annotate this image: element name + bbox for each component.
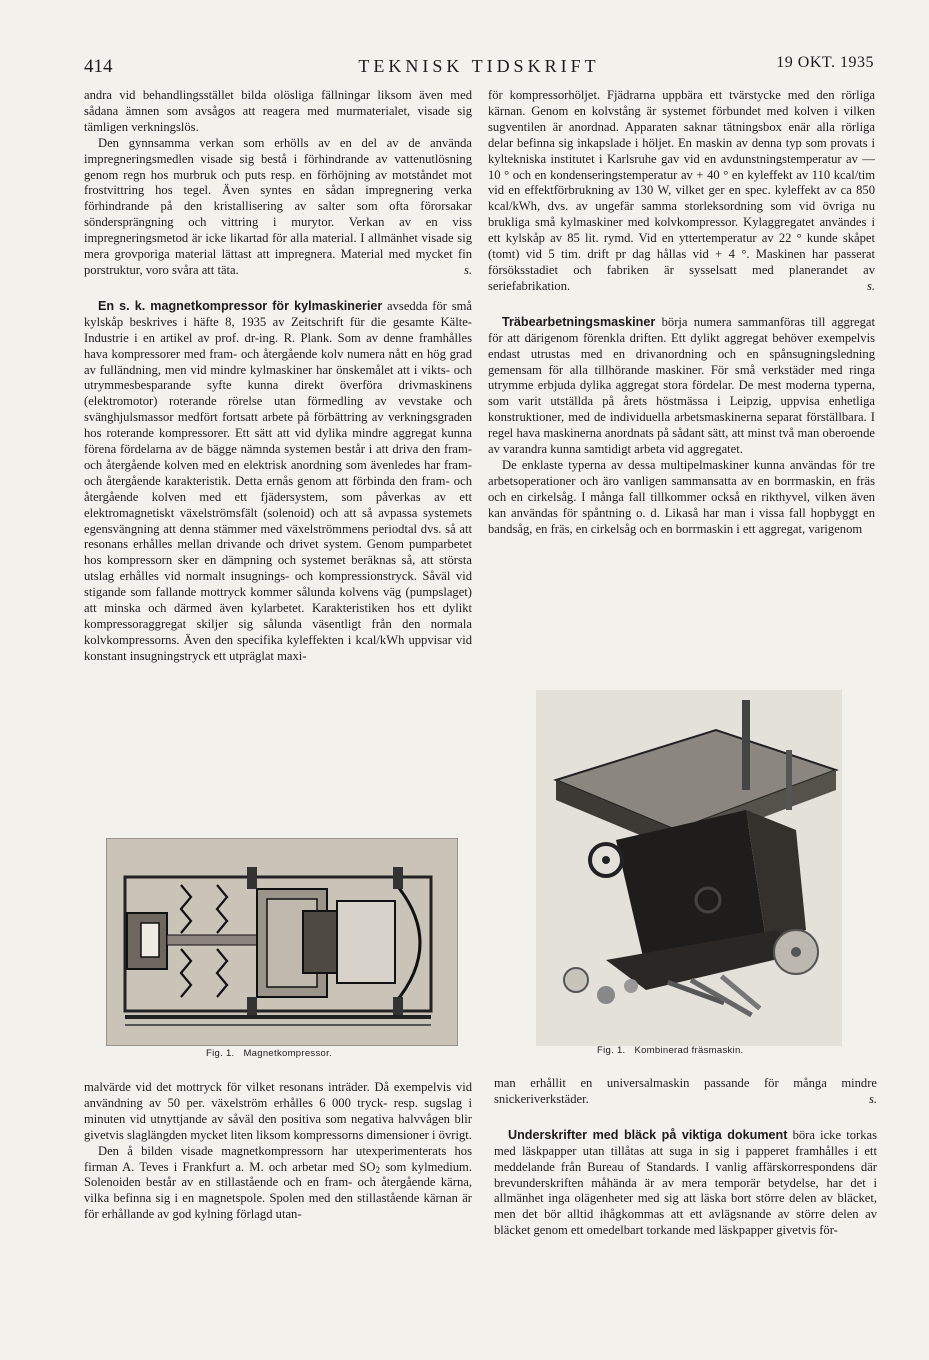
paragraph-text: för kompressorhöljet. Fjädrarna uppbära ett tvärstycke med den rörliga kärnan. Genom en kolvstång är systemet förbundet med kolven i vilken sugventilen är anordnad. Apparaten saknar tätningsbox enär alla rörliga delar befinna sig inkapslade i höljet. En maskin av denna typ som provats i kyltekniska institutet i Karlsruhe gav vid en avdunstningstemperatur av — 10 ° och en kondenseringstemperatur av + 40 ° en kyleffekt av 110 kcal/tim vid en effektförbrukning av 130 W, vilket ger en spec. kyleffekt av ca 850 kcal/kWh, dvs. av ungefär samma storleksordning som vid övriga nu brukliga små kylmaskiner med kolvkompressor. Kylaggregatet användes i ett kylskåp av 85 lit. rymd. Vid en yttertemperatur av 22 ° kunde skåpet (tomt) vid 5 tim. drift pr dag hållas vid + 4 °. Maskinen har passerat försöksstadiet och fabriken är sysselsatt med planerandet av seriefabrikation. (488, 88, 875, 293)
paragraph-text: man erhållit en universalmaskin passande för många mindre snickeriverkstäder. (494, 1076, 877, 1106)
bottom-left-column (84, 1080, 472, 1223)
figure-caption-text: Magnetkompressor. (243, 1048, 332, 1059)
paragraph (84, 136, 472, 279)
paragraph-text: börja numera sammanföras till aggregat för att därigenom förenkla driften. Ett dylikt aggregat behöver exempelvis endast utrustas med en drivanordning och en spånsugningsledning gemensam för alla tillhörande maskiner. För små verkstäder med ringa utrymme erbjuda dylika aggregat stora fördelar. De mest moderna typerna, som varit utställda på årets höstmässa i Leipzig, uppvisa enhetliga konstruktioner, med de individuella arbetsmaskinerna separat förställbara. I regel hava maskinerna anordnats på sådant sätt, att minst två man oberoende av varandra kunna samtidigt arbeta vid aggregatet. (488, 314, 875, 457)
machine-photo (536, 690, 842, 1046)
article-heading: Träbearbetningsmaskiner (502, 314, 656, 329)
article-paragraph (84, 299, 472, 665)
figure-caption (206, 1048, 332, 1059)
left-column (84, 88, 472, 665)
figure-label: Fig. 1. (597, 1045, 626, 1056)
article-paragraph (494, 1128, 877, 1239)
paragraph-text: Den gynnsamma verkan som erhölls av en del av de använda impregneringsmedlen visade sig bestå i förhindrande av vattenutlösning genom regn hos murbruk och puts resp. en förhöjning av motståndet mot frostvittring hos tegel. Även syntes en sådan impregnering verka förhindrande på den kristallisering av salter som ofta förorsakar söndersprängning och vittring i murytor. Verkan av en viss impregneringsmetod är icke likartad för alla material. I allmänhet visade sig mera grovporiga material lättast att impregnera. Material med mycket fin porstruktur, voro svåra att täta. (84, 135, 472, 277)
paragraph-text: som kylmedium. Solenoiden består av en stillastående och en fram- och återgående kärna, vilka befinna sig i en magnetspole. Spolen med den stillastående kärnan är för erhållande av god kylning förlagd utan- (84, 1159, 472, 1222)
paragraph: De enklaste typerna av dessa multipelmaskiner kunna användas för tre arbetsoperationer och äro vanligen sammansatta av en borrmaskin, en fräs och en cirkelsåg. I många fall tillkommer också en rikthyvel, vilken även kan användas för spåntning o. d. Likaså har man i vissa fall hopbyggt en bandsåg, en fräs, en cirkelsåg och en borrmaskin i ett aggregat, varigenom (488, 457, 875, 536)
paragraph (84, 1144, 472, 1224)
issue-date: 19 OKT. 1935 (776, 54, 874, 71)
author-signature: s. (463, 262, 472, 277)
paragraph-text: avsedda för små kylskåp beskrives i häfte 8, 1935 av Zeitschrift für die gesamte Kälte-Industrie i en artikel av prof. dr-ing. R. Plank. Som av denne framhålles hava kompressorer med fram- och återgående kolv numera nått en hög grad av fulländning, men vid mindre kylmaskiner har önskemålet att i vikts- och utrymmesbesparande syfte kunna direkt överföra drivmaskinens (elektromotor) roterande rörelse utan förmedling av vevstake och svänghjulsmassor medfört fortsatt arbete på förbättring av verkningsgraden hos roterande kompressorer. Ett sätt att vid dylika mindre aggregat kunna förena fördelarna av de bägge nämnda systemen består i att driva den fram- och återgående kolven med en elektrisk anordning som ävenledes har fram- och återgående karakteristik. Detta ernås genom att förbinda den fram- och återgående kolven med ett fjädersystem, som påverkas av ett elektromagnetiskt växelströmsfält (solenoid) och att så avpassa systemets egensvängning att denna stämmer med växelströmmens periodtal dvs. så att resonans erhålles mellan drivande och drivet system. Genom pumparbetet hos kompressorn sker en dämpning och systemet beräknas så, att största utslag erhålles vid normalt insugnings- och kompressionstryck. Såväl vid stigande som fallande mottryck kommer sålunda kolvens väg (pumpslaget) att minska och därmed även kylarbetet. Karakteristiken hos ett dylikt kompressoraggregat skiljer sig sålunda väsentligt från den normala kolvkompressorns. Även den specifika kyleffekten i kcal/kWh uppvisar vid konstant insugningstryck ett utpräglat maxi- (84, 298, 472, 663)
spacer (488, 295, 875, 315)
running-head (84, 52, 874, 82)
figure-label: Fig. 1. (206, 1048, 235, 1059)
spacer (494, 1108, 877, 1128)
paragraph: andra vid behandlingsstället bilda olösliga fällningar liksom även med sådana ämnen som avsågos att reagera med murmaterialet, visade sig tämligen verkningslös. (84, 88, 472, 134)
bottom-right-column (494, 1076, 877, 1239)
figure-magnet-compressor (106, 838, 458, 1046)
author-signature: s. (866, 278, 875, 293)
right-column (488, 88, 875, 537)
paragraph-text: böra icke torkas med läskpapper utan tillåtas att suga in sig i papperet framhålles i ett meddelande från Bureau of Standards. I vanlig affärskorrespondens där brevunderskriften måhända är av mera temporär betydelse, har det i allmänhet inga olägenheter med sig att läska bort större delen av bläcket, men det bör alltid ihågkommas att ett avlägsnande av större delen av bläcket genom ett omedelbart torkande med läskpapper givetvis för- (494, 1127, 877, 1238)
paragraph (494, 1076, 877, 1108)
spacer (84, 279, 472, 299)
figure-caption-text: Kombinerad fräsmaskin. (634, 1045, 744, 1056)
page-number: 414 (84, 56, 113, 77)
article-heading: En s. k. magnetkompressor för kylmaskinerier (98, 298, 383, 313)
subscript: 2 (375, 1164, 381, 1175)
paragraph (488, 88, 875, 295)
author-signature: s. (868, 1091, 877, 1106)
compressor-drawing (107, 839, 457, 1045)
figure-caption (597, 1045, 743, 1056)
paragraph: malvärde vid det mottryck för vilket resonans inträder. Då exempelvis vid användning av 50 per. växelström erhålles 6 000 tryck- resp. sugslag i minuten vid utnyttjande av såväl den positiva som negativa halvvågen blir givetvis slaglängden mycket liten liksom kompressorns dimensioner i övrigt. (84, 1080, 472, 1142)
paragraph-text: Den å bilden visade magnetkompressorn har utexperimenterats hos firman A. Teves i Frankfurt a. M. och arbetar med SO (84, 1143, 472, 1174)
figure-milling-machine (536, 690, 842, 1046)
journal-title: TEKNISK TIDSKRIFT (358, 56, 600, 76)
article-heading: Underskrifter med bläck på viktiga dokument (508, 1127, 788, 1142)
article-paragraph (488, 315, 875, 458)
